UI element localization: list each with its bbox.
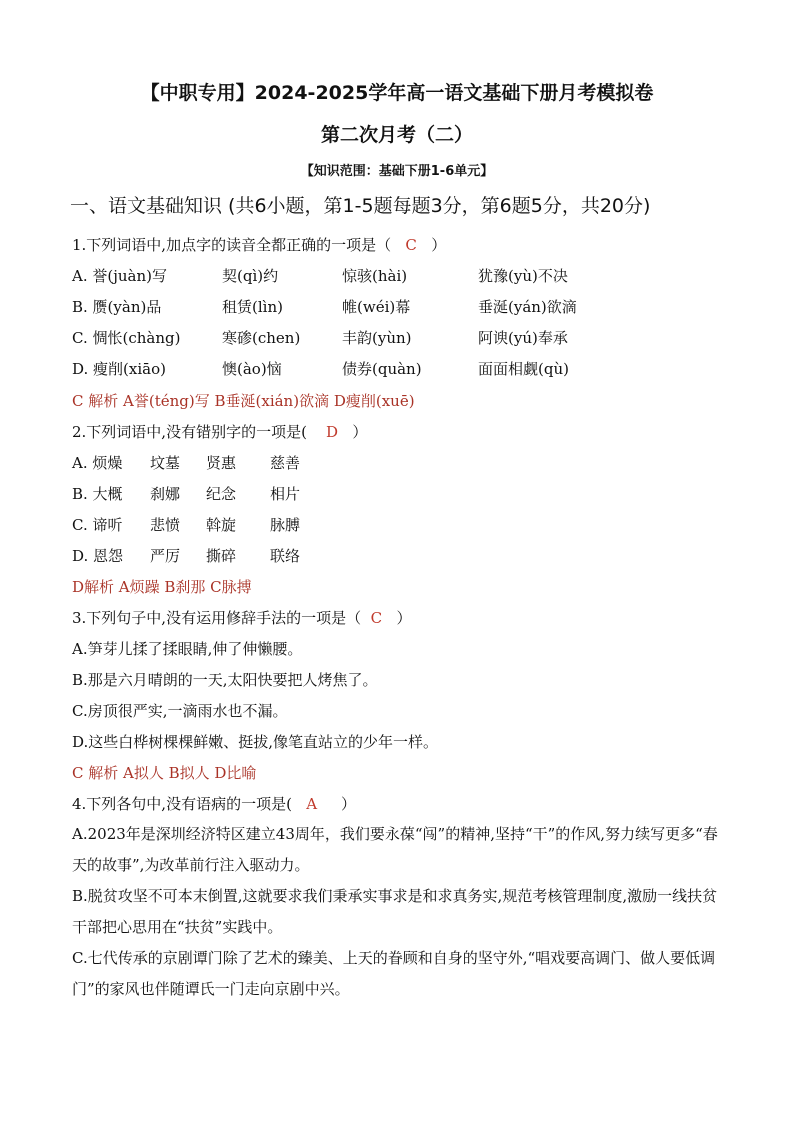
q2-b-2: 刹娜 [150, 485, 181, 503]
q1-answer: C [405, 236, 417, 254]
q1-a-3: 惊骇(hài) [342, 267, 408, 285]
q2-d-4: 联络 [270, 547, 301, 565]
q2-c-4: 脉膊 [270, 516, 301, 534]
q2-option-c [72, 514, 722, 536]
q2-d-3: 撕碎 [206, 547, 237, 565]
q1-stem-close: ） [431, 236, 447, 254]
q2-option-d [72, 545, 722, 567]
q3-stem [72, 607, 411, 628]
q2-analysis: D解析 A烦躁 B刹那 C脉搏 [72, 578, 252, 596]
q1-c-4: 阿谀(yú)奉承 [478, 329, 568, 347]
q1-d-2: 懊(ào)恼 [222, 360, 282, 378]
q1-c-2: 寒碜(chen) [222, 329, 301, 347]
q2-option-b [72, 483, 722, 505]
q2-a-1: A. 烦燥 [72, 454, 123, 472]
q1-a-2: 契(qì)约 [222, 267, 279, 285]
q1-d-3: 债券(quàn) [342, 360, 422, 378]
q2-c-2: 悲愤 [150, 516, 181, 534]
q2-c-3: 斡旋 [206, 516, 237, 534]
q1-a-4: 犹豫(yù)不决 [478, 267, 568, 285]
q2-b-1: B. 大概 [72, 485, 123, 503]
q2-answer: D [326, 423, 339, 441]
q2-c-1: C. 谛听 [72, 516, 123, 534]
q2-b-4: 相片 [270, 485, 301, 503]
q2-option-a [72, 452, 722, 474]
exam-title: 【中职专用】2024-2025学年高一语文基础下册月考模拟卷 [140, 82, 654, 104]
section-heading: 一、语文基础知识 (共6小题，第1-5题每题3分，第6题5分，共20分) [70, 195, 651, 217]
q4-stem-text: 4.下列各句中,没有语病的一项是( [72, 795, 292, 813]
q4-option-c: C.七代传承的京剧谭门除了艺术的臻美、上天的眷顾和自身的坚守外,“唱戏要高调门、做人要低调门”的家风也伴随谭氏一门走向京剧中兴。 [72, 949, 716, 998]
q3-stem-close: ） [396, 609, 412, 627]
q2-a-2: 坟墓 [150, 454, 181, 472]
knowledge-scope: 【知识范围：基础下册1-6单元】 [300, 164, 494, 179]
q4-stem [72, 793, 356, 814]
q3-option-a: A.笋芽儿揉了揉眼睛,伸了伸懒腰。 [72, 640, 303, 658]
q1-option-b [72, 296, 722, 318]
q1-b-3: 帷(wéi)幕 [342, 298, 411, 316]
q1-a-1: A. 誉(juàn)写 [72, 267, 167, 285]
q1-b-2: 租赁(lìn) [222, 298, 283, 316]
q2-stem [72, 421, 367, 442]
q1-b-4: 垂涎(yán)欲滴 [478, 298, 577, 316]
q3-option-d: D.这些白桦树棵棵鲜嫩、挺拔,像笔直站立的少年一样。 [72, 733, 439, 751]
q1-stem [72, 234, 446, 255]
q4-option-a: A.2023年是深圳经济特区建立43周年，我们要永葆“闯”的精神,坚持“干”的作风,努力续写更多“春天的故事”,为改革前行注入驱动力。 [72, 825, 718, 874]
q1-option-a [72, 265, 722, 287]
q4-option-b: B.脱贫攻坚不可本末倒置,这就要求我们秉承实事求是和求真务实,规范考核管理制度,激励一线扶贫干部把心思用在“扶贫”实践中。 [72, 887, 718, 936]
q1-b-1: B. 赝(yàn)品 [72, 298, 162, 316]
q3-stem-text: 3.下列句子中,没有运用修辞手法的一项是（ [72, 609, 362, 627]
q1-d-4: 面面相觑(qù) [478, 360, 569, 378]
q3-option-c: C.房顶很严实,一滴雨水也不漏。 [72, 702, 288, 720]
q1-stem-text: 1.下列词语中,加点字的读音全都正确的一项是（ [72, 236, 392, 254]
q2-d-2: 严厉 [150, 547, 181, 565]
q2-b-3: 纪念 [206, 485, 237, 503]
q1-d-1: D. 瘦削(xiāo) [72, 360, 166, 378]
q1-option-d [72, 358, 722, 380]
q2-stem-text: 2.下列词语中,没有错别字的一项是( [72, 423, 307, 441]
q1-option-c [72, 327, 722, 349]
q3-analysis: C 解析 A拟人 B拟人 D比喻 [72, 764, 257, 782]
q1-c-1: C. 惆怅(chàng) [72, 329, 181, 347]
q2-stem-close: ） [352, 423, 368, 441]
q1-c-3: 丰韵(yùn) [342, 329, 412, 347]
q1-analysis: C 解析 A誉(téng)写 B垂涎(xián)欲滴 D瘦削(xuē) [72, 392, 415, 410]
q4-stem-close: ） [340, 795, 356, 813]
q2-d-1: D. 恩怨 [72, 547, 124, 565]
q3-answer: C [370, 609, 383, 627]
q2-a-3: 贤惠 [206, 454, 237, 472]
exam-subtitle: 第二次月考（二） [320, 124, 473, 146]
q2-a-4: 慈善 [270, 454, 301, 472]
q3-option-b: B.那是六月晴朗的一天,太阳快要把人烤焦了。 [72, 671, 378, 689]
q4-answer: A [306, 795, 318, 813]
